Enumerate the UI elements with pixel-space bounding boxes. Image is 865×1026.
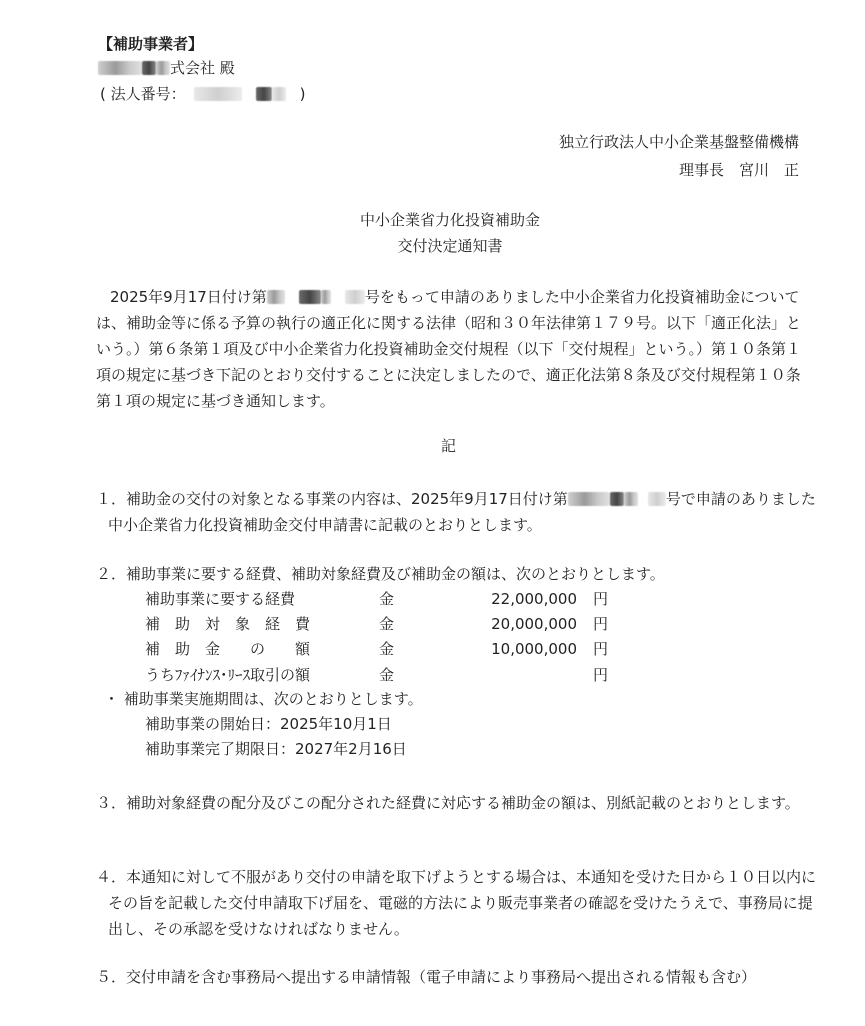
item-1-rest: 号で申請のありました中小企業省力化投資補助金交付申請書に記載のとおりとします。 <box>108 490 816 534</box>
company-suffix: 式会社 殿 <box>170 59 235 77</box>
sender-org: 独立行政法人中小企業基盤整備機構 <box>558 133 799 151</box>
cost-amount: 22,000,000 <box>491 590 577 608</box>
redaction-mark <box>624 492 638 506</box>
redaction-mark <box>345 290 365 304</box>
redaction-mark <box>321 290 331 304</box>
cost-label: 補 助 対 象 経 費 <box>145 615 311 633</box>
redaction-mark <box>267 290 285 304</box>
yen-mark: 円 <box>593 615 609 633</box>
kin-mark: 金 <box>379 615 395 633</box>
corp-number-label: ( 法人番号： <box>100 85 186 103</box>
period-end: 補助事業完了期限日：2027年2月16日 <box>145 740 407 758</box>
item-2: ２．補助事業に要する経費、補助対象経費及び補助金の額は、次のとおりとします。 <box>96 565 665 583</box>
period-start: 補助事業の開始日：2025年10月1日 <box>145 715 392 733</box>
item-1 <box>96 486 820 538</box>
ki-mark: 記 <box>440 437 456 455</box>
intro-rest: 号をもって申請のありました中小企業省力化投資補助金については、補助金等に係る予算の執行の適正化に関する法律（昭和３０年法律第１７９号。以下「適正化法」という。）第６条第１項及び中小企業省力化投資補助金交付規程（以下「交付規程」という。）第１０条第１項の規定に基づき下記のとおり交付することに決定しましたので、適正化法第８条及び交付規程第１０条第１項の規定に基づき通知します。 <box>96 288 802 410</box>
yen-mark: 円 <box>593 666 609 684</box>
item-3: ３．補助対象経費の配分及びこの配分された経費に対応する補助金の額は、別紙記載のとおりとします。 <box>96 794 800 812</box>
intro-lead: 2025年9月17日付け第 <box>110 288 267 306</box>
yen-mark: 円 <box>593 590 609 608</box>
doc-subtitle: 交付決定通知書 <box>397 237 503 255</box>
redaction-mark <box>272 87 286 101</box>
recipient-tag: 【補助事業者】 <box>98 35 204 53</box>
redaction-mark <box>142 61 156 75</box>
item-1-lead: １．補助金の交付の対象となる事業の内容は、2025年9月17日付け第 <box>96 490 568 508</box>
doc-title: 中小企業省力化投資補助金 <box>359 211 540 229</box>
intro-paragraph <box>96 284 806 414</box>
redaction-mark <box>98 61 142 75</box>
recipient-company <box>98 58 235 78</box>
cost-label: 補助事業に要する経費 <box>145 590 296 608</box>
kin-mark: 金 <box>379 666 395 684</box>
redaction-mark <box>299 290 321 304</box>
kin-mark: 金 <box>379 590 395 608</box>
redaction-mark <box>648 492 666 506</box>
redaction-mark <box>610 492 624 506</box>
cost-amount: 20,000,000 <box>491 615 577 633</box>
cost-label: うちﾌｧｲﾅﾝｽ･ﾘｰｽ取引の額 <box>145 666 311 684</box>
corp-number <box>100 84 305 104</box>
yen-mark: 円 <box>593 640 609 658</box>
sender-name: 理事長 宮川 正 <box>678 161 799 179</box>
redaction-mark <box>194 87 242 101</box>
item-5: ５．交付申請を含む事務局へ提出する申請情報（電子申請により事務局へ提出される情報も含む） <box>96 968 757 986</box>
item-4: ４．本通知に対して不服があり交付の申請を取下げようとする場合は、本通知を受けた日から１０日以内にその旨を記載した交付申請取下げ届を、電磁的方法により販売事業者の確認を受けたうえで、事務局に提出し、その承認を受けなければなりません。 <box>96 868 817 938</box>
redaction-mark <box>156 61 170 75</box>
redaction-mark <box>568 492 610 506</box>
redaction-mark <box>256 87 272 101</box>
cost-amount: 10,000,000 <box>491 640 577 658</box>
period-text: ・ 補助事業実施期間は、次のとおりとします。 <box>104 690 423 708</box>
corp-number-close: ) <box>299 85 306 103</box>
cost-label: 補 助 金 の 額 <box>145 640 311 658</box>
kin-mark: 金 <box>379 640 395 658</box>
